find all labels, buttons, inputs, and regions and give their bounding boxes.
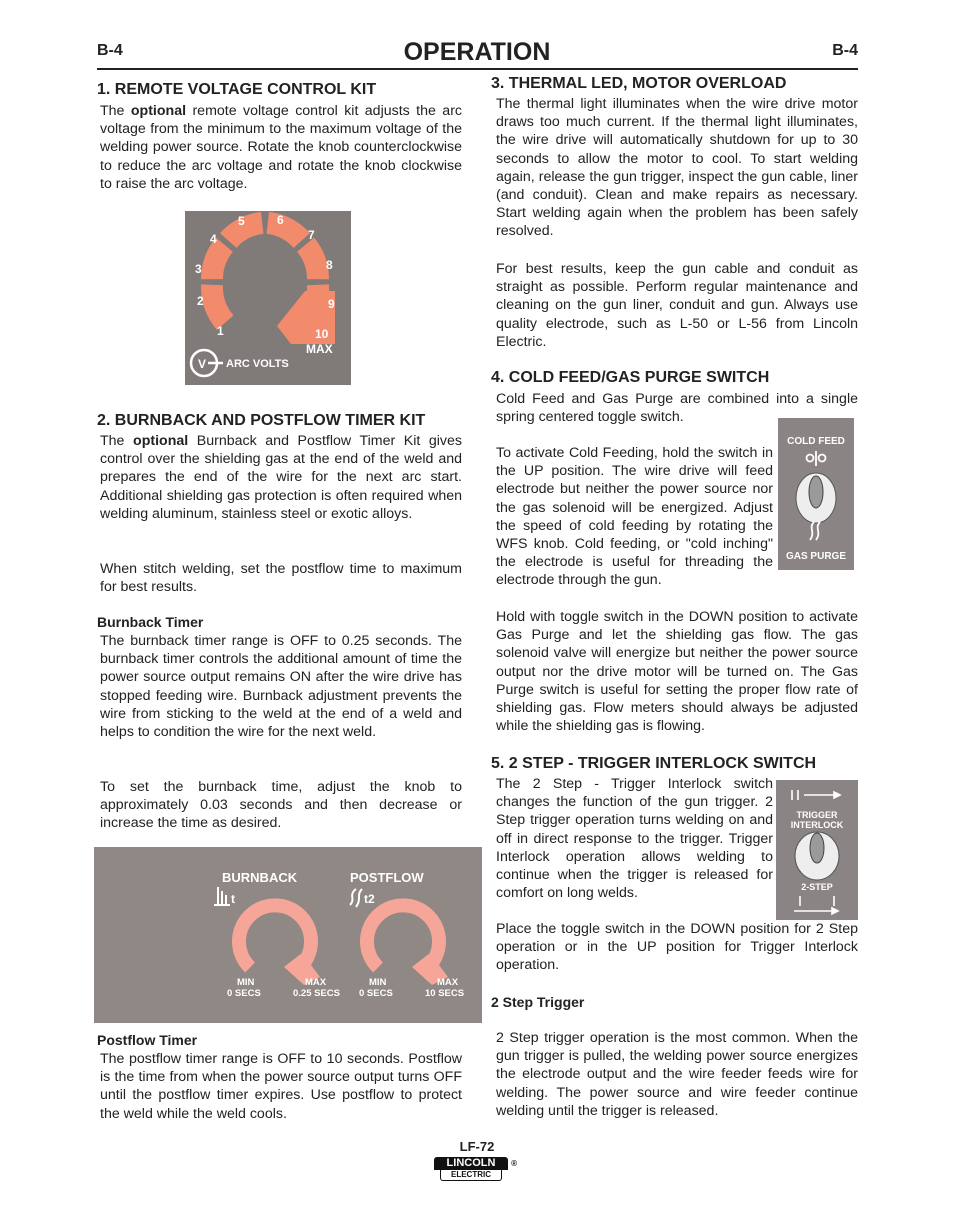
- trigger-label: TRIGGER: [796, 810, 838, 820]
- trigger-interlock-switch-figure: [776, 780, 858, 920]
- burnback-timer-paragraph-2: To set the burnback time, adjust the knob to approximately 0.03 seconds and then decrease or increase the time as desired.: [100, 779, 462, 832]
- page-number-right: B-4: [832, 42, 858, 59]
- section-4-paragraph-1: Cold Feed and Gas Purge are combined into a single spring centered toggle switch.: [496, 391, 858, 426]
- section-5-paragraph-3: 2 Step trigger operation is the most common. When the gun trigger is pulled, the welding power source energizes the electrode output and the wire feeder feeds wire for welding. The power source and wire feeder continue welding until the trigger is released.: [496, 1030, 858, 1119]
- postflow-timer-paragraph: The postflow timer range is OFF to 10 seconds. Postflow is the time from when the power source output turns OFF until the postflow timer expires. Use postflow to protect the weld while the weld cools.: [100, 1051, 462, 1122]
- section-5-paragraph-2: Place the toggle switch in the DOWN position for 2 Step operation or in the UP position for Trigger Interlock operation.: [496, 921, 858, 974]
- dial-number: 6: [277, 213, 284, 227]
- page-title: OPERATION: [403, 38, 551, 66]
- section-2-paragraph-1: The optional Burnback and Postflow Timer Kit gives control over the shielding gas at the end of the weld and prepares the end of the wire for the next arc start. Additional shielding gas protection is often required when welding aluminum, stainless steel or exotic alloys.: [100, 433, 463, 522]
- dial-number: 9: [328, 297, 335, 311]
- cold-feed-label: COLD FEED: [787, 436, 845, 447]
- burnback-timer-paragraph-1: The burnback timer range is OFF to 0.25 seconds. The burnback timer controls the additional amount of time the power source output remains ON after the wire drive has stopped feeding wire. Burnback adjustment prevents the wire from sticking to the weld at the end of a weld and helps to condition the wire for the next weld.: [100, 633, 462, 741]
- section-1-paragraph: The optional remote voltage control kit adjusts the arc voltage from the minimum to the maximum voltage of the welding power source. Rotate the knob counterclockwise to reduce the arc voltage and rotate the knob clockwise to raise the arc voltage.: [100, 103, 463, 192]
- section-4-heading: 4. COLD FEED/GAS PURGE SWITCH: [491, 369, 770, 386]
- interlock-label: INTERLOCK: [790, 820, 844, 830]
- toggle-lever: [809, 476, 823, 508]
- section-5-heading: 5. 2 STEP - TRIGGER INTERLOCK SWITCH: [491, 755, 817, 772]
- burnback-min-label: MIN: [237, 977, 255, 988]
- burnback-postflow-panel-figure: [94, 847, 482, 1023]
- dial-number: 5: [238, 214, 245, 228]
- two-step-label: 2-STEP: [801, 882, 833, 892]
- postflow-min-value: 0 SECS: [359, 988, 393, 999]
- dial-number: 3: [195, 262, 202, 276]
- burnback-min-value: 0 SECS: [227, 988, 261, 999]
- dial-number: 4: [210, 232, 217, 246]
- section-5-paragraph-1: The 2 Step - Trigger Interlock switch changes the function of the gun trigger. 2 Step trigger operation turns welding on and off in direct response to the trigger. Trigger Interlock operation allows welding to continue when the trigger is released for comfort on long welds.: [496, 776, 773, 902]
- page-number-left: B-4: [97, 42, 123, 59]
- two-step-trigger-heading: 2 Step Trigger: [491, 994, 585, 1010]
- toggle-lever: [810, 833, 824, 863]
- section-4-paragraph-2: To activate Cold Feeding, hold the switch in the UP position. The wire drive will feed electrode but neither the power source nor the gas solenoid will be energized. Adjust the speed of cold feeding by rotating the WFS knob. Cold feeding, or "cold inching" the electrode is useful for threading the electrode through the gun.: [496, 445, 773, 589]
- postflow-max-label: MAX: [437, 977, 459, 988]
- burnback-max-value: 0.25 SECS: [293, 988, 340, 999]
- section-1-heading: 1. REMOTE VOLTAGE CONTROL KIT: [97, 81, 377, 98]
- postflow-timer-heading: Postflow Timer: [97, 1032, 198, 1048]
- registered-mark: ®: [511, 1159, 517, 1168]
- postflow-min-label: MIN: [369, 977, 387, 988]
- arc-volts-label: ARC VOLTS: [226, 358, 289, 370]
- dial-number: 10: [315, 327, 329, 341]
- burnback-label: BURNBACK: [222, 870, 298, 885]
- section-2-paragraph-2: When stitch welding, set the postflow time to maximum for best results.: [100, 561, 462, 596]
- section-3-paragraph-1: The thermal light illuminates when the wire drive motor draws too much current. If the thermal light illuminates, the wire drive will automatically shutdown for up to 30 seconds to allow the motor to cool. To start welding again, release the gun trigger, inspect the gun cable, liner (and conduit). Clean and make repairs as necessary. Start welding again when the problem has been safely resolved.: [496, 96, 858, 240]
- dial-arc-segment: [306, 245, 318, 280]
- arc-volts-icon-letter: V: [198, 357, 207, 371]
- section-3-heading: 3. THERMAL LED, MOTOR OVERLOAD: [491, 75, 787, 92]
- burnback-timer-heading: Burnback Timer: [97, 614, 204, 630]
- lincoln-electric-logo: [434, 1157, 517, 1181]
- dial-number: 1: [217, 324, 224, 338]
- dial-number: 2: [197, 294, 204, 308]
- postflow-max-value: 10 SECS: [425, 988, 465, 999]
- postflow-label: POSTFLOW: [350, 870, 424, 885]
- dial-number: 8: [326, 258, 333, 272]
- gas-purge-label: GAS PURGE: [785, 551, 847, 562]
- section-4-paragraph-3: Hold with toggle switch in the DOWN position to activate Gas Purge and let the shielding gas flow. The gas solenoid valve will energize but neither the power source output nor the drive motor will be turned on. The Gas Purge switch is useful for setting the proper flow rate of shielding gas. Flow meters should always be adjusted while the shielding gas is flowing.: [496, 609, 858, 735]
- cold-feed-gas-purge-switch-figure: [778, 418, 854, 570]
- dial-max-label: MAX: [306, 342, 333, 356]
- section-2-heading: 2. BURNBACK AND POSTFLOW TIMER KIT: [97, 412, 426, 429]
- logo-lincoln-text: LINCOLN: [446, 1157, 496, 1169]
- model-number: LF-72: [459, 1139, 495, 1154]
- arc-volts-dial-figure: [185, 211, 351, 385]
- dial-arc-segment: [212, 245, 224, 280]
- dial-number: 7: [308, 228, 315, 242]
- logo-electric-text: ELECTRIC: [440, 1170, 502, 1181]
- burnback-max-label: MAX: [305, 977, 327, 988]
- burnback-symbol: t: [231, 892, 235, 906]
- section-3-paragraph-2: For best results, keep the gun cable and conduit as straight as possible. Perform regular maintenance and cleaning on the gun liner, conduit and gun. Always use quality electrode, such as L-50 or L-56 from Lincoln Electric.: [496, 261, 858, 350]
- header-rule: [97, 68, 858, 70]
- postflow-symbol: t2: [364, 892, 375, 906]
